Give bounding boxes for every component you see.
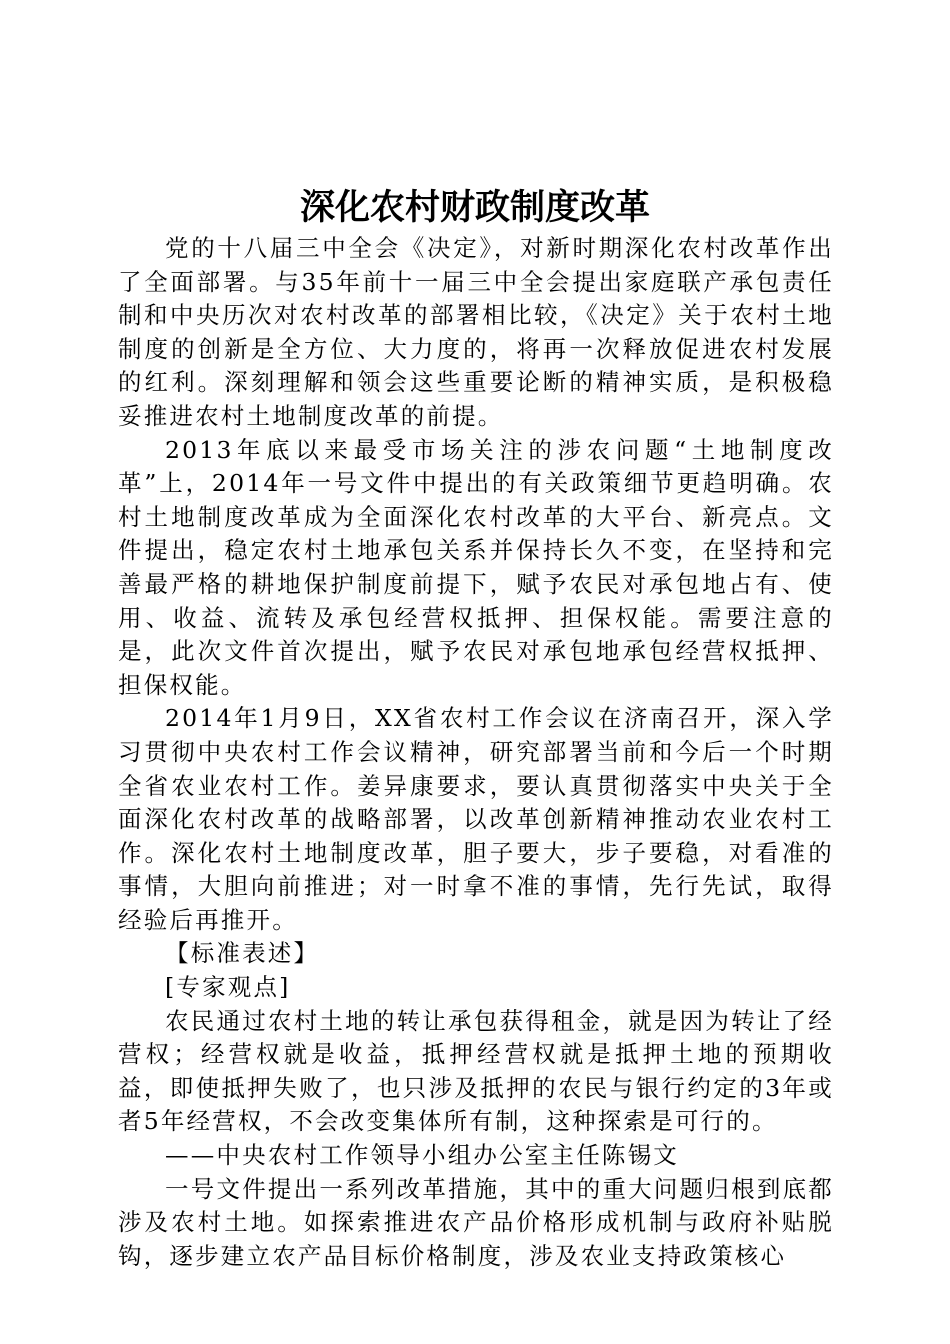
document-body xyxy=(118,232,834,1273)
paragraph-last: 一号文件提出一系列改革措施，其中的重大问题归根到底都涉及农村土地。如探索推进农产品价格形成机制与政府补贴脱钩，逐步建立农产品目标价格制度，涉及农业支持政策核心 xyxy=(118,1174,834,1270)
paragraph-2: 2013年底以来最受市场关注的涉农问题“土地制度改革”上，2014年一号文件中提出的有关政策细节更趋明确。农村土地制度改革成为全面深化农村改革的大平台、新亮点。文件提出，稳定农村土地承包关系并保持长久不变，在坚持和完善最严格的耕地保护制度前提下，赋予农民对承包地占有、使用、收益、流转及承包经营权抵押、担保权能。需要注意的是，此次文件首次提出，赋予农民对承包地承包经营权抵押、担保权能。 xyxy=(118,435,834,699)
paragraph-expert-quote: 农民通过农村土地的转让承包获得租金，就是因为转让了经营权；经营权就是收益，抵押经营权就是抵押土地的预期收益，即使抵押失败了，也只涉及抵押的农民与银行约定的3年或者5年经营权，不会改变集体所有制，这种探索是可行的。 xyxy=(118,1006,834,1136)
document-title: 深化农村财政制度改革 xyxy=(299,187,650,228)
section-heading-expert: [专家观点] xyxy=(165,973,291,1002)
section-heading-standard: 【标准表述】 xyxy=(165,939,320,968)
quote-attribution: ——中央农村工作领导小组办公室主任陈锡文 xyxy=(165,1141,679,1170)
paragraph-1: 党的十八届三中全会《决定》，对新时期深化农村改革作出了全面部署。与35年前十一届三中全会提出家庭联产承包责任制和中央历次对农村改革的部署相比较，《决定》关于农村土地制度的创新是全方位、大力度的，将再一次释放促进农村发展的红利。深刻理解和领会这些重要论断的精神实质，是积极稳妥推进农村土地制度改革的前提。 xyxy=(118,234,834,430)
paragraph-3: 2014年1月9日，XX省农村工作会议在济南召开，深入学习贯彻中央农村工作会议精神，研究部署当前和今后一个时期全省农业农村工作。姜异康要求，要认真贯彻落实中央关于全面深化农村改革的战略部署，以改革创新精神推动农业农村工作。深化农村土地制度改革，胆子要大，步子要稳，对看准的事情，大胆向前推进；对一时拿不准的事情，先行先试，取得经验后再推开。 xyxy=(118,704,834,934)
